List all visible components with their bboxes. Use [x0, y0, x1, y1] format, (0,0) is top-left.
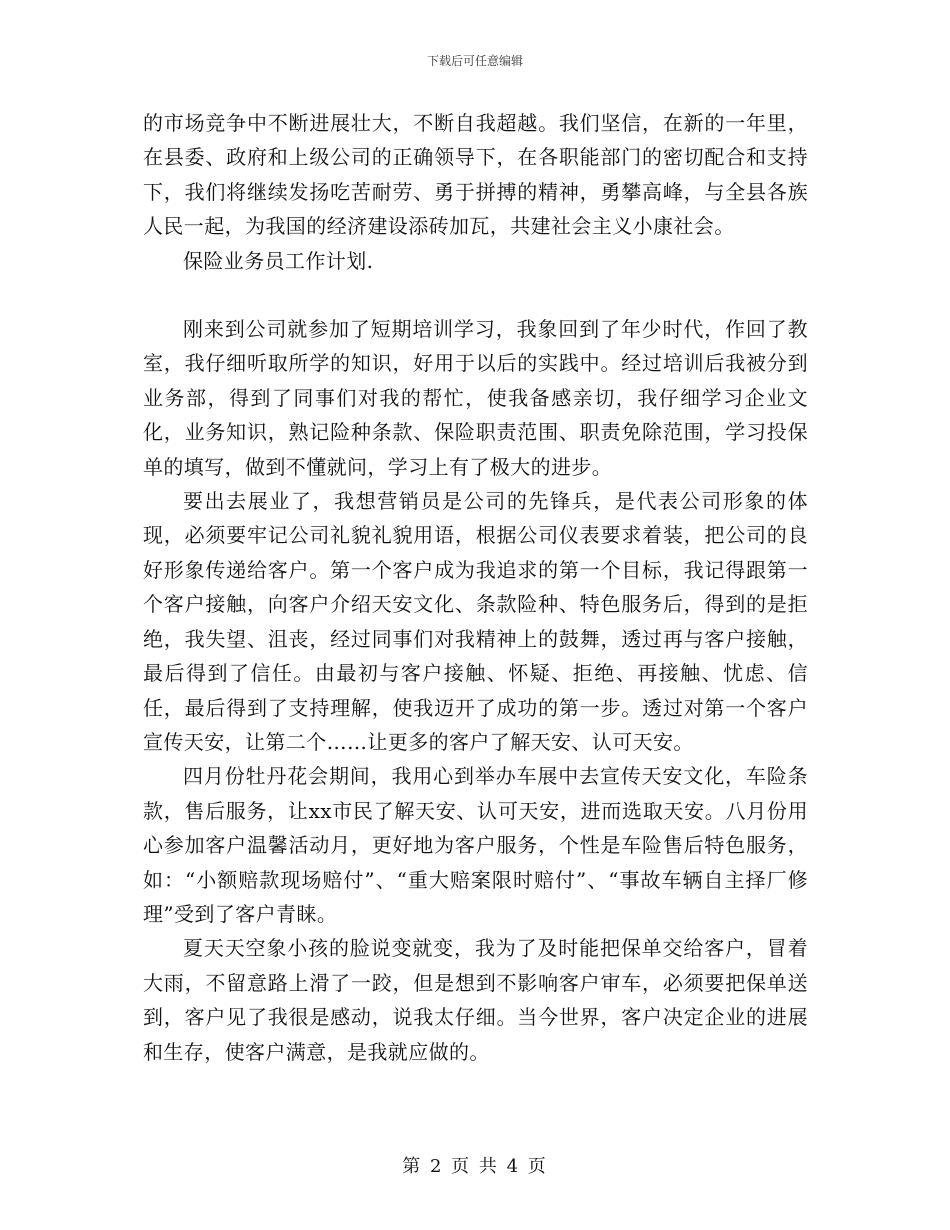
paragraph-summer-rain: 夏天天空象小孩的脸说变就变，我为了及时能把保单交给客户，冒着大雨，不留意路上滑了一跤，但是想到不影响客户审车，必须要把保单送到，客户见了我很是感动，说我太仔细。当今世界，客户决定企业的进展和生存，使客户满意，是我就应做的。 — [143, 936, 808, 1064]
paragraph-peony-festival: 四月份牡丹花会期间，我用心到举办车展中去宣传天安文化，车险条款，售后服务，让xx市民了解天安、认可天安，进而选取天安。八月份用心参加客户温馨活动月，更好地为客户服务，个性是车险售后特色服务，如：“小额赔款现场赔付”、“重大赔案限时赔付”、“事故车辆自主择厂修理”受到了客户青睐。 — [143, 764, 808, 926]
paragraph-training: 刚来到公司就参加了短期培训学习，我象回到了年少时代，作回了教室，我仔细听取所学的知识，好用于以后的实践中。经过培训后我被分到业务部，得到了同事们对我的帮忙，使我备感亲切，我仔细学习企业文化，业务知识，熟记险种条款、保险职责范围、职责免除范围，学习投保单的填写，做到不懂就问，学习上有了极大的进步。 — [143, 317, 808, 479]
page-header: 下载后可任意编辑 — [426, 54, 523, 68]
intro-paragraph: 的市场竞争中不断进展壮大，不断自我超越。我们坚信，在新的一年里，在县委、政府和上级公司的正确领导下，在各职能部门的密切配合和支持下，我们将继续发扬吃苦耐劳、勇于拼搏的精神，勇攀高峰，与全县各族人民一起，为我国的经济建设添砖加瓦，共建社会主义小康社会。 — [143, 111, 808, 239]
document-body — [143, 106, 808, 1069]
paragraph-first-client: 要出去展业了，我想营销员是公司的先锋兵，是代表公司形象的体现，必须要牢记公司礼貌礼貌用语，根据公司仪表要求着装，把公司的良好形象传递给客户。第一个客户成为我追求的第一个目标，我记得跟第一个客户接触，向客户介绍天安文化、条款险种、特色服务后，得到的是拒绝，我失望、沮丧，经过同事们对我精神上的鼓舞，透过再与客户接触，最后得到了信任。由最初与客户接触、怀疑、拒绝、再接触、忧虑、信任，最后得到了支持理解，使我迈开了成功的第一步。透过对第一个客户宣传天安，让第二个……让更多的客户了解天安、认可天安。 — [143, 489, 808, 754]
page-number-footer: 第 2 页 共 4 页 — [402, 1156, 548, 1177]
section-title: 保险业务员工作计划. — [183, 248, 374, 273]
